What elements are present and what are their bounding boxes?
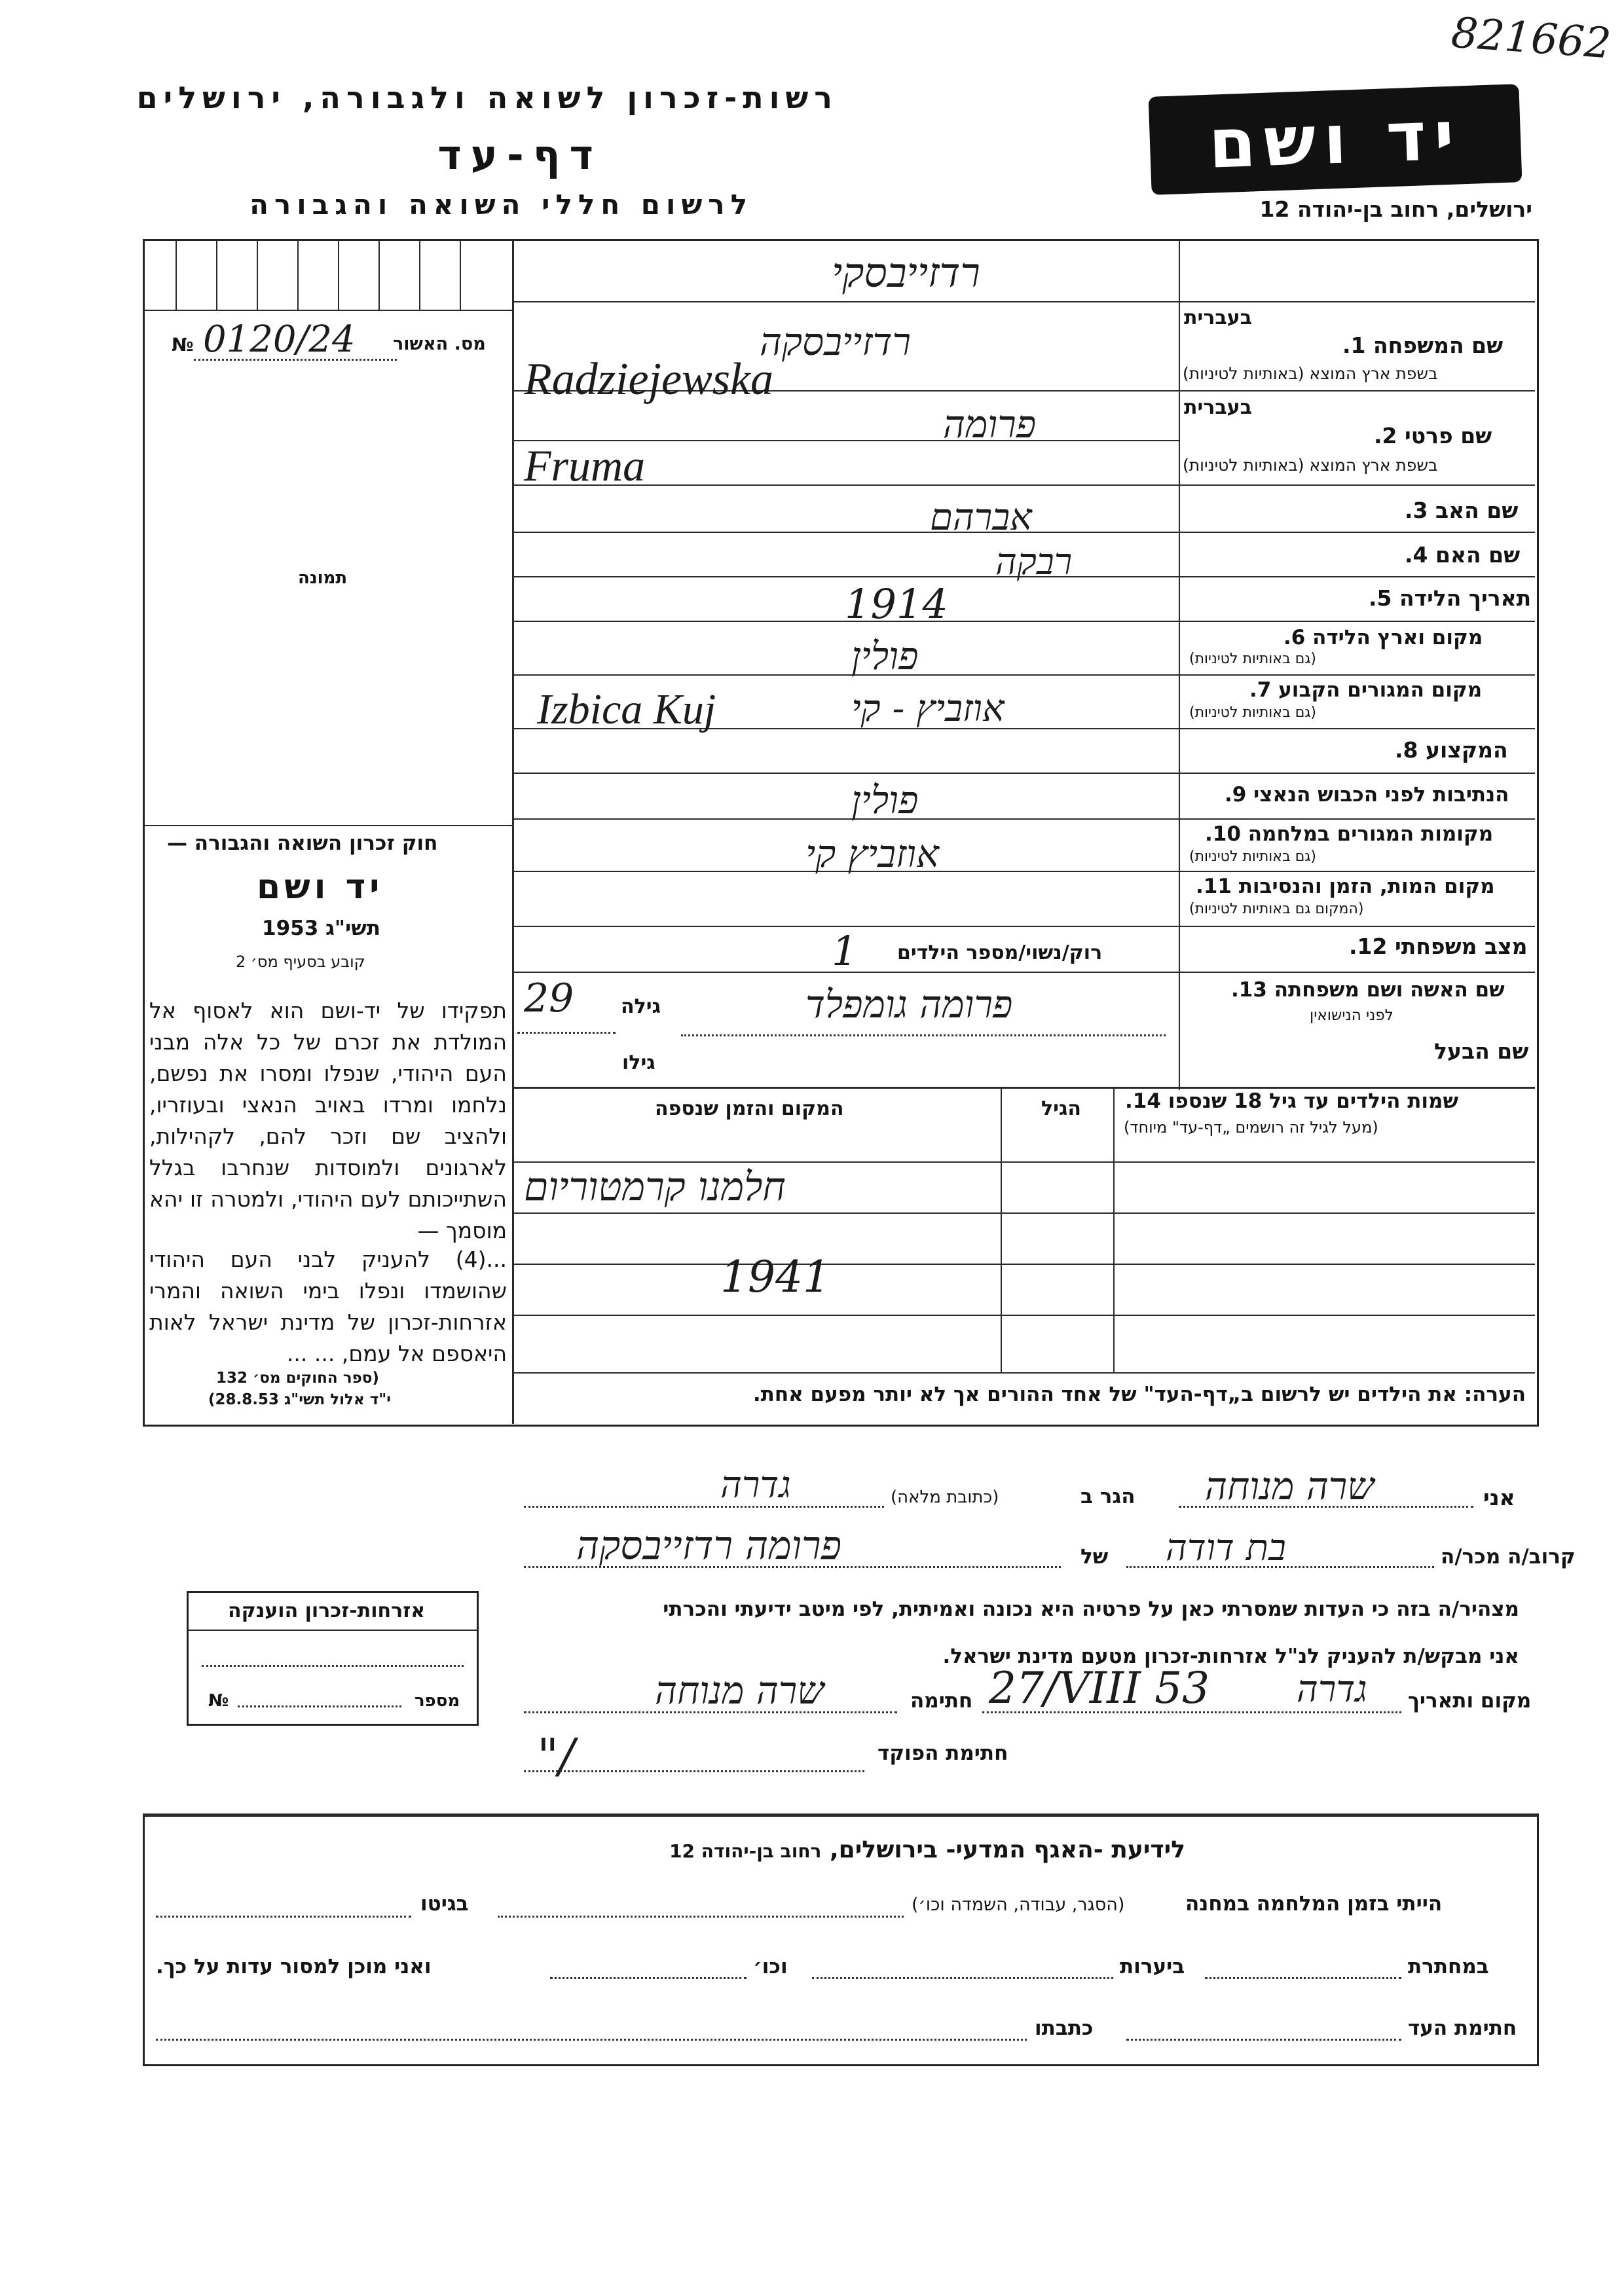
- law-text-2: ...(4) להעניק לבני העם היהודי שהושמדו ונפלו בימי השואה והמרי אזרחות-זכרון של מדינת ישראל לאות היאספם אל עמם, ... ...: [149, 1247, 507, 1366]
- date-value: 27/VIII 53: [989, 1663, 1210, 1713]
- birth-date-value: 1914: [845, 580, 948, 628]
- law-text: תפקידו של יד-ושם הוא לאסוף אל המולדת את זכרם של כל אלה מבני העם היהודי, שנפלו ומסרו את נפשם, נלחמו ומרדו באויב הנאצי ובעוזריו, ולהציב שם וזכר להם, לקהילות, לארגונים ולמוסדות שנחרבו בגלל השתייכותם לעם היהודי, ולמטרה זו יהא מוסמך —: [149, 998, 507, 1243]
- birth-date-label-text: תאריך הלידה: [1399, 585, 1532, 611]
- war-residence-label: [1205, 822, 1493, 846]
- death-place-label: [1196, 875, 1495, 898]
- first-name-label: [1374, 423, 1492, 448]
- address-line: ירושלים, רחוב בן-יהודה 12: [1259, 196, 1532, 222]
- mother-label-text: שם האם: [1435, 542, 1521, 568]
- citizenship-number-label: מספר: [415, 1691, 460, 1711]
- approval-no-sign: №: [172, 334, 194, 355]
- death-place-label-text: מקום המות, הזמן והנסיבות: [1238, 875, 1495, 898]
- surname-num: 1.: [1342, 333, 1366, 358]
- declaration-address-value: גדרה: [720, 1464, 791, 1506]
- top-script-value: רדזייבסקי: [832, 249, 980, 297]
- birth-place-note: (גם באותיות לטיניות): [1189, 651, 1316, 667]
- law-source: (ספר החוקים מס׳ 132: [216, 1370, 379, 1387]
- relation-value: בת דודה: [1166, 1527, 1286, 1569]
- birth-place-label-text: מקום וארץ הלידה: [1312, 626, 1483, 649]
- lang-hebrew-1: בעברית: [1184, 306, 1252, 329]
- bottom-heading-addr: רחוב בן-יהודה 12: [669, 1840, 822, 1862]
- children-place-value: חלמנו קרמטוריום: [524, 1164, 786, 1210]
- lang-origin-1: בשפת ארץ המוצא (באותיות לטיניות): [1183, 364, 1438, 383]
- first-name-num: 2.: [1374, 423, 1397, 448]
- yad-vashem-logo: [1151, 86, 1520, 192]
- birth-date-num: 5.: [1369, 585, 1392, 611]
- bottom-heading: [498, 1836, 1185, 1863]
- father-label: [1405, 498, 1518, 523]
- law-title: חוק זכרון השואה והגבורה —: [167, 831, 438, 855]
- citizenship-box: [187, 1591, 479, 1726]
- death-place-note: (המקום גם באותיות לטיניות): [1189, 901, 1364, 917]
- father-value: אברהם: [930, 496, 1032, 539]
- children-num: 14.: [1125, 1089, 1161, 1113]
- war-residence-note: (גם באותיות לטיניות): [1189, 848, 1316, 865]
- bottom-line3-b: כתבתו: [1035, 2016, 1094, 2040]
- death-place-num: 11.: [1196, 875, 1232, 898]
- of-label: של: [1080, 1545, 1109, 1569]
- bottom-line2-b: ביערות: [1120, 1955, 1185, 1978]
- form-subtitle: לרשום חללי השואה והגבורה: [249, 189, 753, 221]
- spouse-age-value: 29: [524, 975, 574, 1021]
- officer-label: חתימת הפוקד: [877, 1741, 1008, 1765]
- form-title: דף-עד: [437, 131, 602, 179]
- note-line: הערה: את הילדים יש לרשום ב„דף-העד" של אחד ההורים אך לא יותר מפעם אחת.: [752, 1383, 1526, 1406]
- family-status-label-text: מצב משפחתי: [1394, 934, 1528, 959]
- mother-value: רבקה: [995, 541, 1073, 583]
- children-place-header: המקום והזמן שנספה: [655, 1097, 844, 1120]
- archive-number: 821662: [1449, 9, 1613, 69]
- spouse-label-text: שם האשה ושם משפחתה: [1274, 978, 1505, 1002]
- declaration-lives-label: הגר ב: [1080, 1485, 1135, 1508]
- residence-value: אוזביץ - קי: [851, 687, 1005, 730]
- first-name-hebrew-value: פרומה: [943, 402, 1037, 446]
- birth-place-num: 6.: [1283, 626, 1306, 649]
- bottom-line1-c: בגיטו: [420, 1892, 469, 1916]
- children-label: [1125, 1089, 1458, 1113]
- surname-latin-value: Radziejewska: [524, 354, 774, 405]
- mother-num: 4.: [1405, 542, 1428, 568]
- place-value: גדרה: [1297, 1668, 1367, 1711]
- bottom-line2-c: וכו׳: [753, 1955, 788, 1978]
- law-year: תשי"ג 1953: [262, 917, 380, 940]
- bottom-line3-a: חתימת העד: [1408, 2016, 1517, 2040]
- circumstances-num: 9.: [1225, 783, 1247, 807]
- residence-note: (גם באותיות לטיניות): [1189, 704, 1316, 721]
- law-source-2: י"ד אלול תשי"ג 28.8.53): [208, 1391, 391, 1408]
- residence-num: 7.: [1249, 678, 1272, 702]
- children-label-text: שמות הילדים עד גיל 18 שנספו: [1168, 1089, 1458, 1113]
- children-age-header: הגיל: [1041, 1097, 1081, 1120]
- birth-place-label: [1283, 626, 1483, 649]
- label-column-divider: [1179, 239, 1180, 1090]
- citizenship-no-sign: №: [208, 1691, 229, 1711]
- lang-origin-2: בשפת ארץ המוצא (באותיות לטיניות): [1183, 456, 1438, 475]
- law-name: יד ושם: [257, 867, 384, 907]
- husband-label: שם הבעל: [1434, 1038, 1529, 1064]
- war-residence-num: 10.: [1205, 822, 1241, 846]
- approval-grid: [143, 239, 512, 310]
- relation-label: קרוב/ה מכר/ה: [1441, 1545, 1576, 1569]
- birth-place-value: פולין: [851, 634, 919, 678]
- signature-label: חתימה: [910, 1689, 973, 1713]
- authority-title: רשות-זכרון לשואה ולגבורה, ירושלים: [136, 80, 838, 115]
- husband-age-label: גילו: [622, 1051, 655, 1074]
- residence-label: [1249, 678, 1482, 702]
- logo-text: יד ושם: [1207, 95, 1464, 184]
- children-year-value: 1941: [720, 1252, 830, 1302]
- circumstances-value: פולין: [851, 778, 919, 822]
- profession-label-text: המקצוע: [1426, 737, 1508, 763]
- profession-num: 8.: [1395, 737, 1418, 763]
- photo-label: תמונה: [298, 568, 348, 588]
- officer-value: "/: [537, 1728, 575, 1783]
- mother-label: [1405, 542, 1520, 568]
- war-residence-label-text: מקומות המגורים במלחמה: [1247, 822, 1494, 846]
- of-value: פרומה רדזייבסקה: [576, 1523, 841, 1569]
- left-column-divider: [512, 239, 514, 1424]
- residence-label-text: מקום המגורים הקבוע: [1278, 678, 1483, 702]
- surname-label: [1342, 333, 1503, 358]
- approval-label: מס. האשור: [393, 334, 486, 354]
- bottom-line1-b: (הסגר, עבודה, השמדה וכו׳): [912, 1895, 1125, 1915]
- lang-hebrew-2: בעברית: [1184, 396, 1252, 419]
- declaration-address-hint: (כתובת מלאה): [891, 1487, 999, 1507]
- bottom-line1-a: הייתי בזמן המלחמה במחנה: [1185, 1892, 1443, 1916]
- bottom-line2-a: במחתרת: [1408, 1955, 1489, 1978]
- family-status-label: [1349, 934, 1528, 959]
- surname-label-text: שם המשפחה: [1373, 333, 1504, 358]
- declaration-i-label: אני: [1483, 1485, 1515, 1510]
- place-date-label: מקום ותאריך: [1408, 1689, 1532, 1713]
- bottom-heading-text: לידיעת -האגף המדעי- בירושלים,: [829, 1836, 1185, 1863]
- residence-latin-value: Izbica Kuj: [537, 685, 716, 733]
- first-name-label-text: שם פרטי: [1405, 423, 1492, 448]
- spouse-value: פרומה גומפלד: [805, 982, 1013, 1027]
- citizenship-title: אזרחות-זכרון הוענקה: [228, 1599, 426, 1622]
- birth-date-label: [1369, 585, 1531, 611]
- spouse-label: [1231, 978, 1505, 1002]
- circumstances-label-text: הנתיבות לפני הכבוש הנאצי: [1253, 783, 1509, 807]
- bottom-line2-d: ואני מוכן למסור עדות על כך.: [156, 1955, 432, 1978]
- war-residence-value: אוזביץ קי: [805, 831, 939, 876]
- surname-hebrew-value: רדזייבסקה: [760, 319, 911, 364]
- approval-number-value: 0120/24: [203, 318, 356, 361]
- family-status-num: 12.: [1349, 934, 1388, 959]
- first-name-latin-value: Fruma: [524, 441, 646, 490]
- father-num: 3.: [1405, 498, 1428, 523]
- children-note: (מעל לגיל זה רושמים „דף-עד" מיוחד): [1124, 1118, 1378, 1137]
- declaration-i-value: שרה מנוחה: [1205, 1464, 1375, 1508]
- statement-text: מצהיר/ה בזה כי העדות שמסרתי כאן על פרטיה היא נכונה ואמיתית, לפי מיטב ידיעתי והכרתי: [663, 1597, 1519, 1621]
- signature-value: שרה מנוחה: [655, 1668, 824, 1713]
- status-label: רוק/נשוי/מספר הילדים: [897, 941, 1103, 964]
- spouse-note: לפני הנישואין: [1310, 1007, 1393, 1024]
- father-label-text: שם האב: [1435, 498, 1519, 523]
- spouse-num: 13.: [1231, 978, 1267, 1002]
- spouse-age-label: גילה: [621, 995, 661, 1018]
- profession-label: [1395, 737, 1508, 763]
- request-text: אני מבקש/ת להעניק לנ"ל אזרחות-זכרון מטעם מדינת ישראל.: [942, 1645, 1519, 1668]
- law-clause: קובע בסעיף מס׳ 2: [236, 953, 365, 971]
- circumstances-label: [1225, 783, 1509, 807]
- children-count-value: 1: [832, 927, 858, 975]
